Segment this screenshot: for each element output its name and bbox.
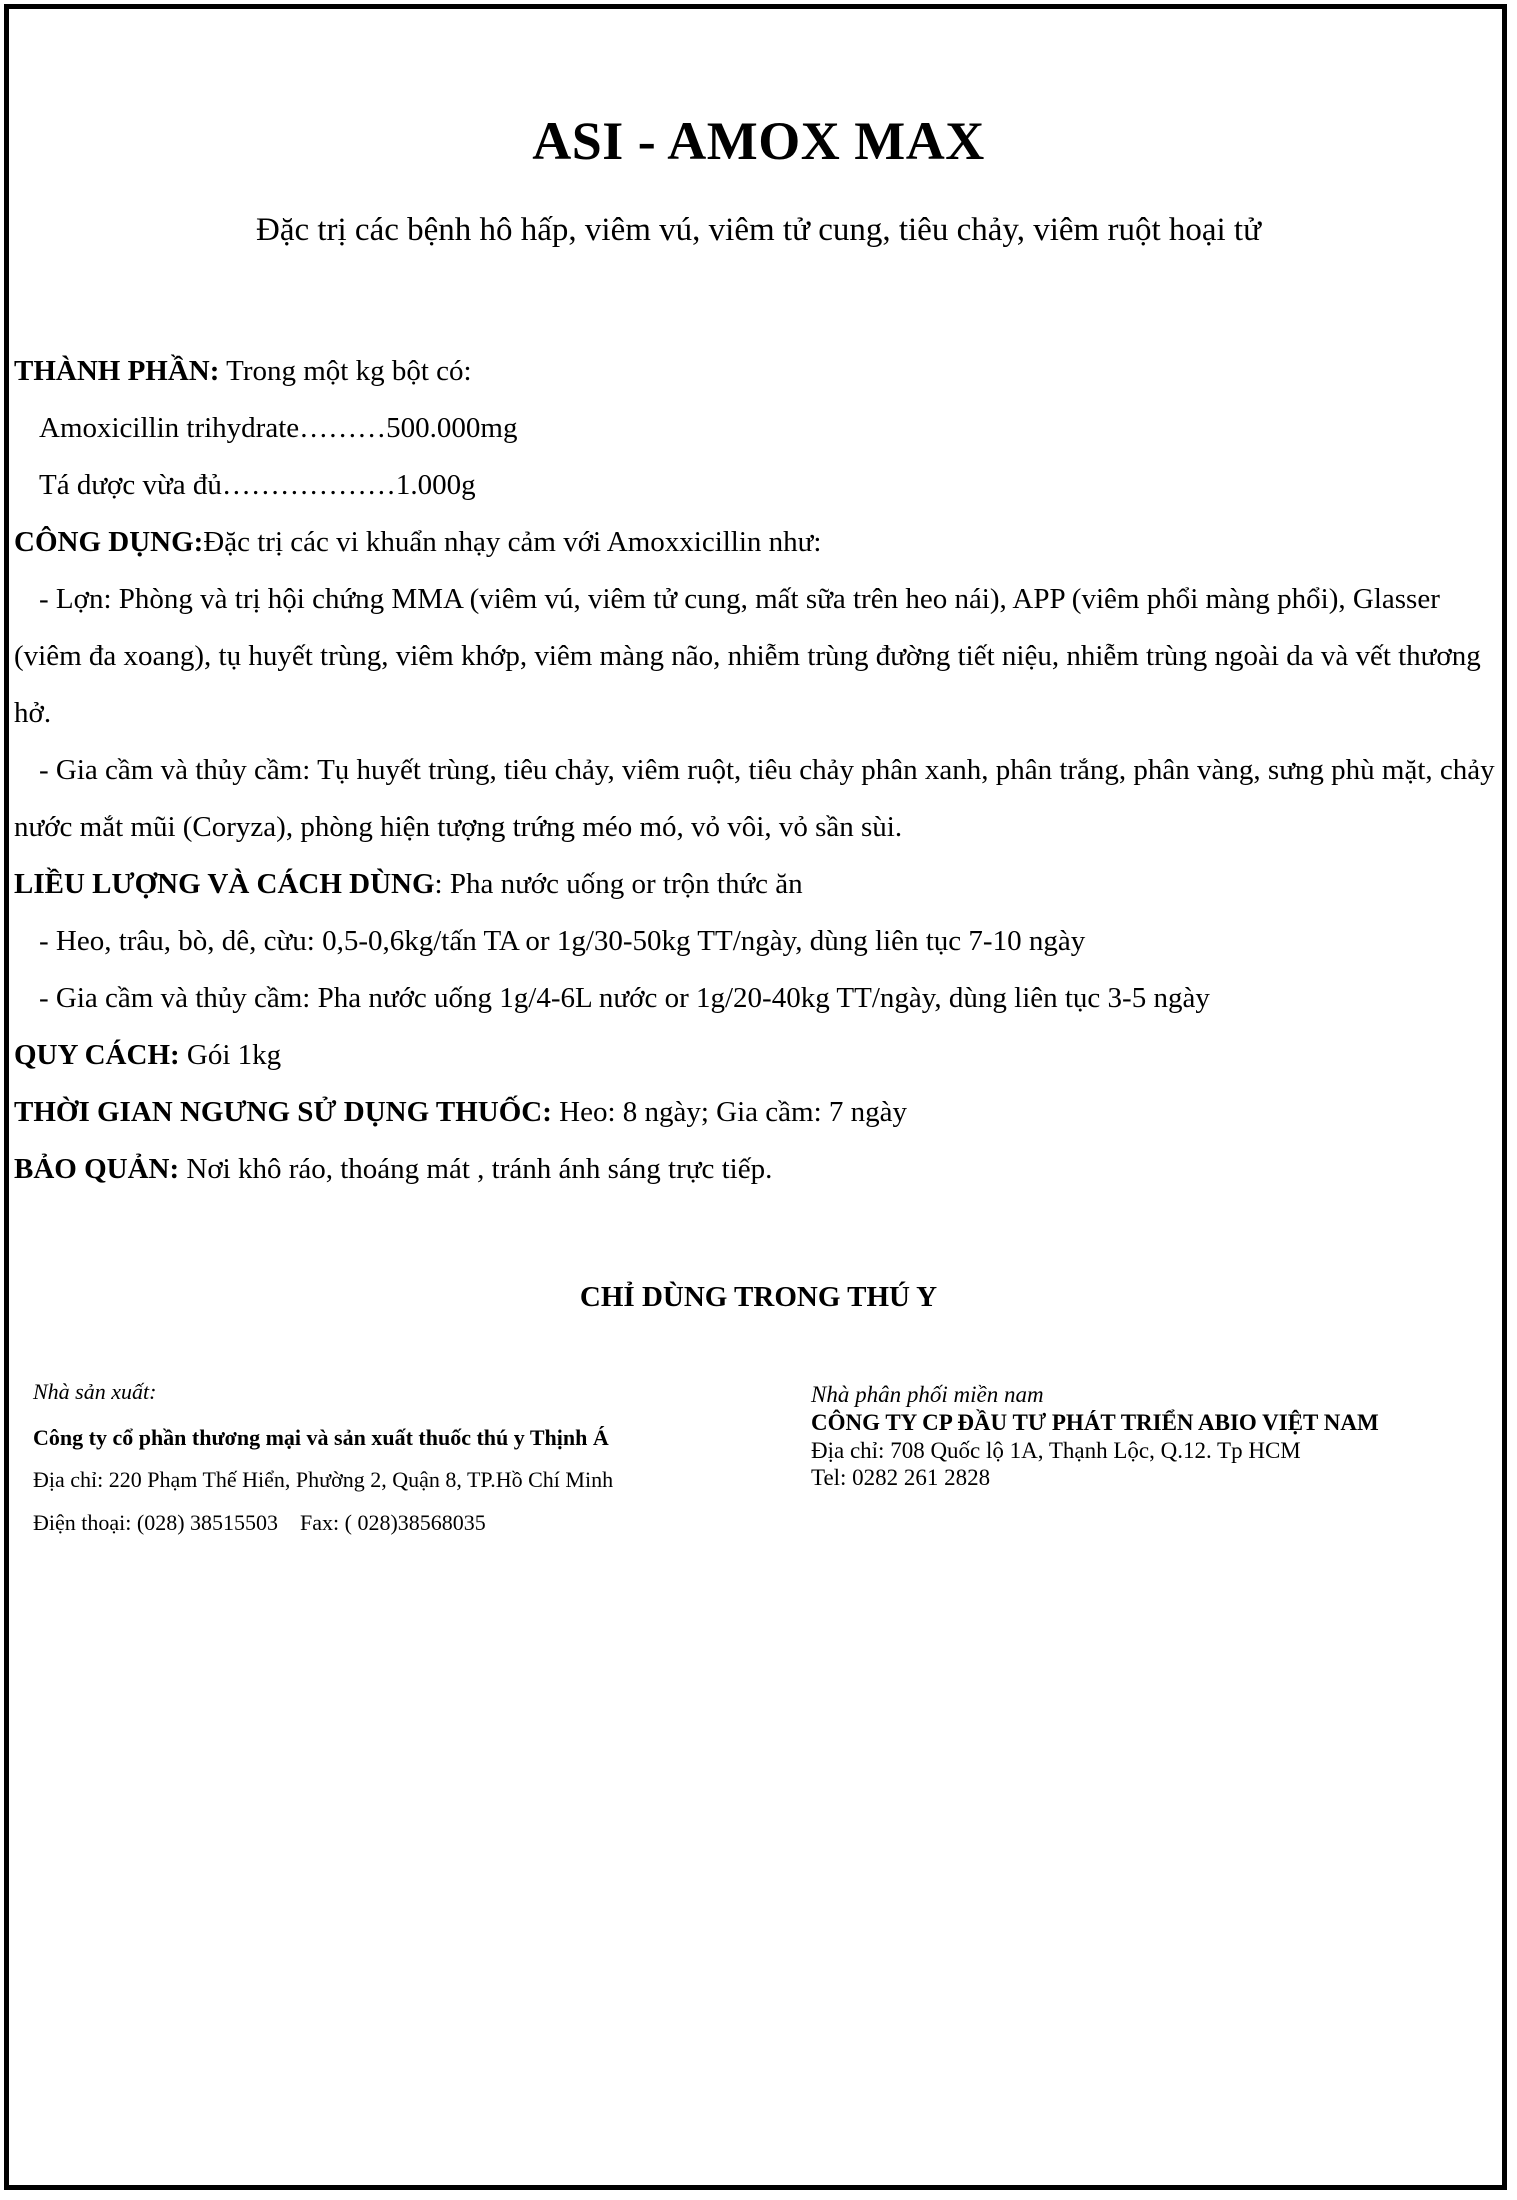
- product-title: ASI - AMOX MAX: [532, 111, 985, 171]
- composition-item: Tá dược vừa đủ………………1.000g: [39, 469, 476, 501]
- dosage-heading: [14, 856, 1504, 913]
- manufacturer-phone: Điện thoại: (028) 38515503: [33, 1509, 279, 1535]
- storage-text: Nơi khô ráo, thoáng mát , tránh ánh sáng trực tiếp.: [179, 1153, 773, 1185]
- storage-label: BẢO QUẢN:: [14, 1153, 180, 1185]
- manufacturer-block: [33, 1380, 753, 1535]
- product-subtitle: Đặc trị các bệnh hô hấp, viêm vú, viêm tử cung, tiêu chảy, viêm ruột hoại tử: [255, 212, 1261, 248]
- dosage-label: LIỀU LƯỢNG VÀ CÁCH DÙNG: [14, 868, 435, 900]
- storage-line: [14, 1141, 1504, 1198]
- distributor-address: Địa chỉ: 708 Quốc lộ 1A, Thạnh Lộc, Q.12. Tp HCM: [811, 1437, 1301, 1463]
- distributor-label: Nhà phân phối miền nam: [811, 1382, 1044, 1407]
- usage-label: CÔNG DỤNG:: [14, 526, 204, 558]
- distributor-phone: Tel: 0282 261 2828: [811, 1465, 991, 1491]
- label-body: [14, 343, 1504, 1198]
- manufacturer-fax: Fax: ( 028)38568035: [300, 1509, 486, 1535]
- packaging-line: [14, 1027, 1504, 1084]
- composition-label: THÀNH PHẦN:: [14, 355, 220, 387]
- withdrawal-line: [14, 1084, 1504, 1141]
- packaging-label: QUY CÁCH:: [14, 1039, 180, 1071]
- manufacturer-company: Công ty cổ phần thương mại và sản xuất thuốc thú y Thịnh Á: [33, 1425, 609, 1451]
- usage-heading: [14, 514, 1504, 571]
- dosage-text: : Pha nước uống or trộn thức ăn: [434, 868, 803, 900]
- composition-heading: [14, 343, 1504, 400]
- composition-item: Amoxicillin trihydrate………500.000mg: [39, 412, 518, 444]
- withdrawal-label: THỜI GIAN NGƯNG SỬ DỤNG THUỐC:: [14, 1096, 552, 1128]
- veterinary-notice: CHỈ DÙNG TRONG THÚ Y: [579, 1281, 938, 1313]
- usage-text: Đặc trị các vi khuẩn nhạy cảm với Amoxxicillin như:: [203, 526, 822, 558]
- distributor-block: [811, 1382, 1491, 1492]
- usage-pigs: - Lợn: Phòng và trị hội chứng MMA (viêm vú, viêm tử cung, mất sữa trên heo nái), APP (viêm phổi màng phổi), Glasser (viêm đa xoang), tụ huyết trùng, viêm khớp, viêm màng não, nhiễm trùng đường tiết niệu, nhiễm trùng ngoài da và vết thương hở.: [14, 583, 1481, 729]
- usage-poultry: - Gia cầm và thủy cầm: Tụ huyết trùng, tiêu chảy, viêm ruột, tiêu chảy phân xanh, phân trắng, phân vàng, sưng phù mặt, chảy nước mắt mũi (Coryza), phòng hiện tượng trứng méo mó, vỏ vôi, vỏ sần sùi.: [14, 754, 1495, 843]
- dosage-item: - Gia cầm và thủy cầm: Pha nước uống 1g/4-6L nước or 1g/20-40kg TT/ngày, dùng liên tục 3-5 ngày: [39, 982, 1210, 1014]
- composition-text: Trong một kg bột có:: [219, 355, 472, 387]
- manufacturer-contact: [33, 1511, 753, 1535]
- manufacturer-address: Địa chỉ: 220 Phạm Thế Hiển, Phường 2, Quận 8, TP.Hồ Chí Minh: [33, 1467, 614, 1493]
- packaging-text: Gói 1kg: [179, 1039, 282, 1071]
- manufacturer-label: Nhà sản xuất:: [33, 1379, 157, 1404]
- dosage-item: - Heo, trâu, bò, dê, cừu: 0,5-0,6kg/tấn TA or 1g/30-50kg TT/ngày, dùng liên tục 7-10 ngày: [39, 925, 1086, 957]
- withdrawal-text: Heo: 8 ngày; Gia cầm: 7 ngày: [551, 1096, 908, 1128]
- distributor-company: CÔNG TY CP ĐẦU TƯ PHÁT TRIỂN ABIO VIỆT NAM: [811, 1410, 1379, 1436]
